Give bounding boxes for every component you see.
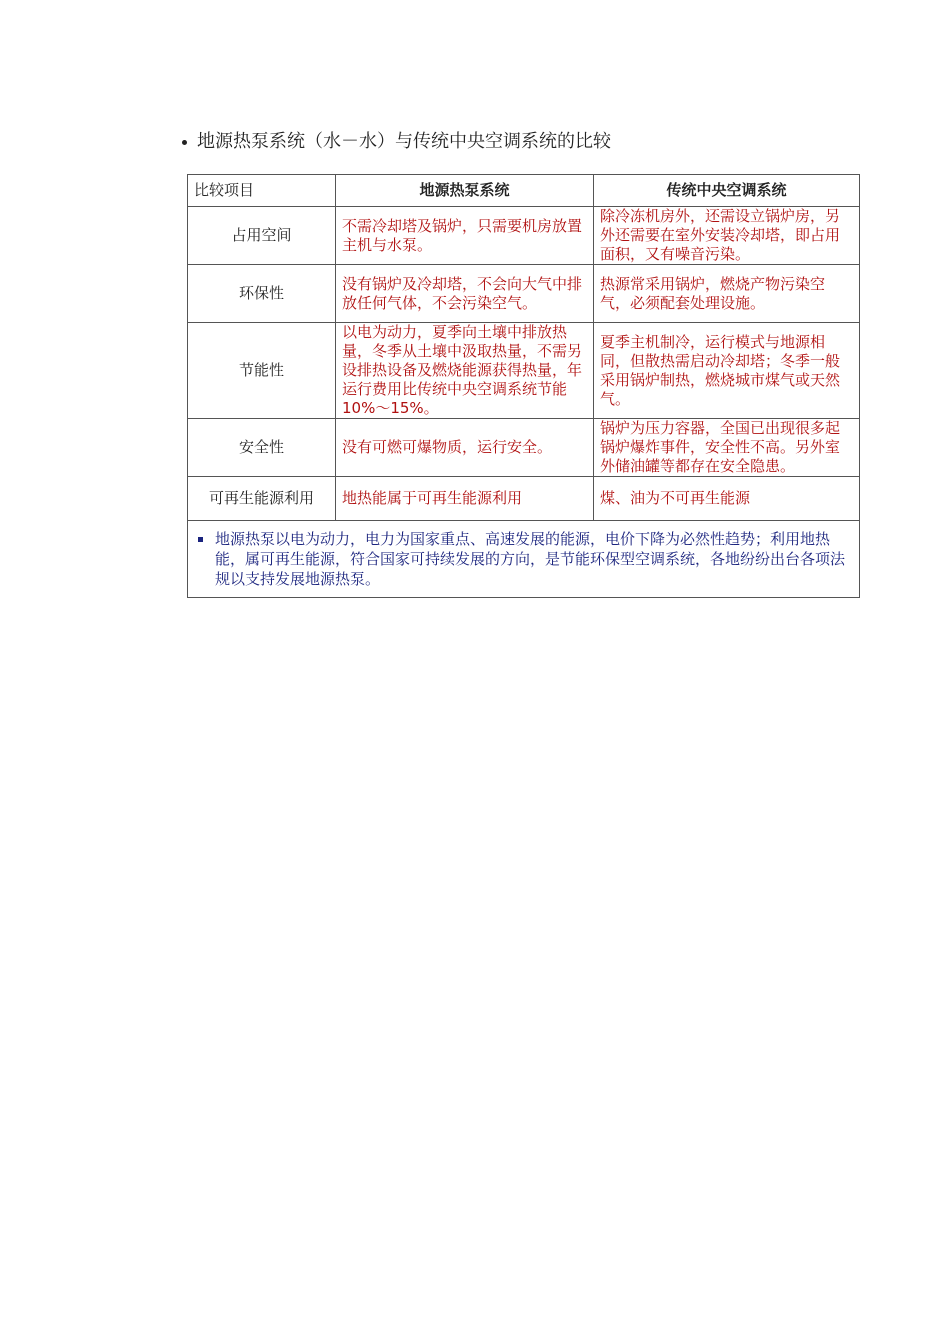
table-row	[188, 477, 860, 521]
row-label: 安全性	[188, 419, 336, 477]
table-row	[188, 207, 860, 265]
row-label: 环保性	[188, 265, 336, 323]
header-traditional: 传统中央空调系统	[594, 175, 860, 207]
ground-source-cell: 没有锅炉及冷却塔，不会向大气中排放任何气体，不会污染空气。	[336, 265, 594, 323]
heading-text: 地源热泵系统（水－水）与传统中央空调系统的比较	[197, 131, 611, 152]
comparison-table	[187, 174, 860, 598]
bullet-icon	[182, 140, 187, 145]
row-label: 占用空间	[188, 207, 336, 265]
ground-source-cell: 以电为动力，夏季向土壤中排放热量，冬季从土壤中汲取热量，不需另设排热设备及燃烧能源获得热量，年运行费用比传统中央空调系统节能10%～15%。	[336, 323, 594, 419]
square-bullet-icon	[198, 537, 203, 542]
document-heading	[182, 126, 862, 154]
traditional-cell: 除冷冻机房外，还需设立锅炉房，另外还需要在室外安装冷却塔，即占用面积，又有噪音污染。	[594, 207, 860, 265]
note-text: 地源热泵以电为动力，电力为国家重点、高速发展的能源，电价下降为必然性趋势；利用地热能，属可再生能源，符合国家可持续发展的方向，是节能环保型空调系统，各地纷纷出台各项法规以支持发展地源热泵。	[215, 530, 846, 588]
traditional-cell: 热源常采用锅炉，燃烧产物污染空气，必须配套处理设施。	[594, 265, 860, 323]
header-ground-source: 地源热泵系统	[336, 175, 594, 207]
traditional-cell: 夏季主机制冷，运行模式与地源相同，但散热需启动冷却塔；冬季一般采用锅炉制热，燃烧城市煤气或天然气。	[594, 323, 860, 419]
table-header-row	[188, 175, 860, 207]
note-cell	[188, 521, 860, 598]
table-row	[188, 419, 860, 477]
row-label: 节能性	[188, 323, 336, 419]
table-note-row	[188, 521, 860, 598]
summary-note	[194, 529, 853, 589]
ground-source-cell: 没有可燃可爆物质，运行安全。	[336, 419, 594, 477]
table-row	[188, 265, 860, 323]
ground-source-cell: 不需冷却塔及锅炉，只需要机房放置主机与水泵。	[336, 207, 594, 265]
header-compare-item: 比较项目	[188, 175, 336, 207]
table-row	[188, 323, 860, 419]
ground-source-cell: 地热能属于可再生能源利用	[336, 477, 594, 521]
traditional-cell: 锅炉为压力容器，全国已出现很多起锅炉爆炸事件，安全性不高。另外室外储油罐等都存在安全隐患。	[594, 419, 860, 477]
row-label: 可再生能源利用	[188, 477, 336, 521]
traditional-cell: 煤、油为不可再生能源	[594, 477, 860, 521]
